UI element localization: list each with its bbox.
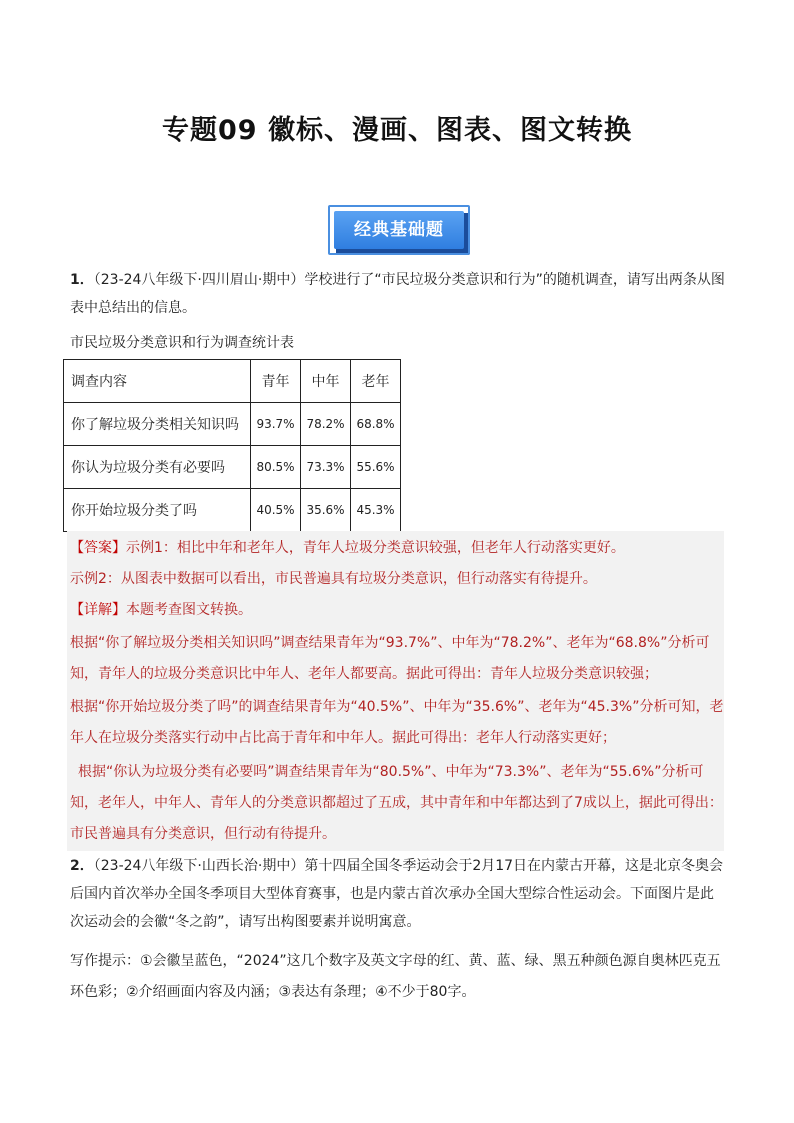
- writing-hint: 写作提示：①会徽呈蓝色，“2024”这几个数字及英文字母的红、黄、蓝、绿、黑五种颜色源自奥林匹克五环色彩；②介绍画面内容及内涵；③表达有条理；④不少于80字。: [70, 953, 721, 1000]
- table-header-cell: 青年: [251, 360, 301, 403]
- banner-label: 经典基础题: [334, 211, 464, 249]
- question-2: [70, 852, 726, 936]
- table-cell: 93.7%: [251, 403, 301, 446]
- detail-tag: 【详解】: [70, 602, 126, 618]
- table-cell: 73.3%: [301, 446, 351, 489]
- table-cell: 78.2%: [301, 403, 351, 446]
- table-row: [64, 403, 401, 446]
- table-row: [64, 446, 401, 489]
- question-1: [70, 266, 726, 322]
- detail-line: [70, 595, 726, 626]
- answer-tag: 【答案】: [70, 540, 126, 556]
- detail-paragraph-1: 根据“你了解垃圾分类相关知识吗”调查结果青年为“93.7%”、中年为“78.2%”、老年为“68.8%”分析可知，青年人的垃圾分类意识比中年人、老年人都要高。据此可得出：青年人垃圾分类意识较强；: [70, 635, 710, 682]
- table-cell: 68.8%: [351, 403, 401, 446]
- table-cell: 40.5%: [251, 489, 301, 532]
- question-1-number: 1．: [70, 272, 94, 288]
- table-header-cell: 老年: [351, 360, 401, 403]
- answer-example-1: 示例1：相比中年和老年人，青年人垃圾分类意识较强，但老年人行动落实更好。: [126, 540, 625, 556]
- answer-line-1: [70, 533, 726, 564]
- table-cell: 35.6%: [301, 489, 351, 532]
- table-cell: 55.6%: [351, 446, 401, 489]
- detail-text: 本题考查图文转换。: [126, 602, 252, 618]
- table-caption: 市民垃圾分类意识和行为调查统计表: [70, 335, 294, 351]
- table-cell: 80.5%: [251, 446, 301, 489]
- answer-example-2: 示例2：从图表中数据可以看出，市民普遍具有垃圾分类意识，但行动落实有待提升。: [70, 571, 597, 587]
- page-title: 专题09 徽标、漫画、图表、图文转换: [162, 115, 632, 146]
- question-2-text: （23-24八年级下·山西长治·期中）第十四届全国冬季运动会于2月17日在内蒙古开幕，这是北京冬奥会后国内首次举办全国冬季项目大型体育赛事，也是内蒙古首次承办全国大型综合性运动会。下面图片是此次运动会的会徽“冬之韵”，请写出构图要素并说明寓意。: [70, 858, 724, 930]
- table-cell: 你了解垃圾分类相关知识吗: [64, 403, 251, 446]
- section-banner: [328, 205, 470, 255]
- question-2-number: 2．: [70, 858, 94, 874]
- table-header-row: [64, 360, 401, 403]
- table-cell: 你开始垃圾分类了吗: [64, 489, 251, 532]
- question-1-text: （23-24八年级下·四川眉山·期中）学校进行了“市民垃圾分类意识和行为”的随机调查，请写出两条从图表中总结出的信息。: [70, 272, 725, 316]
- table-header-cell: 调查内容: [64, 360, 251, 403]
- detail-paragraph-3: 根据“你认为垃圾分类有必要吗”调查结果青年为“80.5%”、中年为“73.3%”、老年为“55.6%”分析可知，老年人，中年人、青年人的分类意识都超过了五成，其中青年和中年都达到了7成以上，据此可得出：市民普遍具有分类意识，但行动有待提升。: [70, 764, 723, 842]
- table-row: [64, 489, 401, 532]
- table-header-cell: 中年: [301, 360, 351, 403]
- table-cell: 45.3%: [351, 489, 401, 532]
- detail-paragraph-2: 根据“你开始垃圾分类了吗”的调查结果青年为“40.5%”、中年为“35.6%”、老年为“45.3%”分析可知，老年人在垃圾分类落实行动中占比高于青年和中年人。据此可得出：老年人行动落实更好；: [70, 699, 724, 746]
- survey-table: [63, 359, 401, 532]
- table-cell: 你认为垃圾分类有必要吗: [64, 446, 251, 489]
